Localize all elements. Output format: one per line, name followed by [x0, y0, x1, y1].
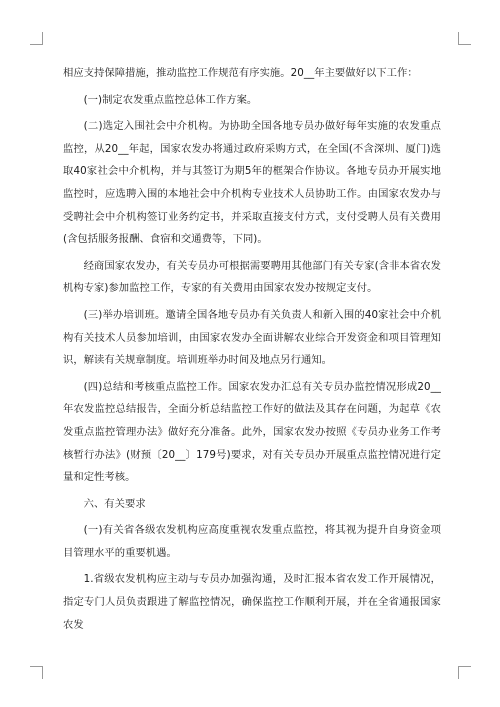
paragraph-1: 相应支持保障措施，推动监控工作规范有序实施。20__年主要做好以下工作： [63, 67, 418, 79]
crop-mark-bottom-right [458, 666, 471, 679]
crop-mark-top-left [30, 32, 43, 45]
crop-mark-bottom-left [30, 666, 43, 679]
paragraph-9: 1.省级农发机构应主动与专员办加强沟通，及时汇报本省农发工作开展情况，指定专门人员负责跟进了解监控情况，确保监控工作顺利开展，并在全省通报国家农发 [63, 573, 441, 631]
paragraph-8: (一)有关省各级农发机构应高度重视农发重点监控，将其视为提升自身资金项目管理水平的重要机遇。 [63, 524, 441, 559]
crop-mark-top-right [458, 32, 471, 45]
paragraph-4: 经商国家农发办，有关专员办可根据需要聘用其他部门有关专家(含非本省农发机构专家)参加监控工作，专家的有关费用由国家农发办按规定支付。 [63, 259, 441, 295]
paragraph-3: (二)选定入围社会中介机构。为协助全国各地专员办做好每年实施的农发重点监控，从20__年起，国家农发办将通过政府采购方式，在全国(不含深圳、厦门)选取40家社会中介机构，并与其签订为期5年的框架合作协议。各地专员办开展实地监控时，应选聘入围的本地社会中介机构专业技术人员协助工作。由国家农发办与受聘社会中介机构签订业务约定书，并采取直接支付方式，支付受聘人员有关费用(含包括服务报酬、食宿和交通费等，下同)。 [63, 120, 441, 246]
section-heading: 六、有关要求 [83, 497, 146, 510]
document-body [63, 62, 441, 636]
paragraph-2: (一)制定农发重点监控总体工作方案。 [83, 93, 258, 106]
paragraph-5: (三)举办培训班。邀请全国各地专员办有关负责人和新入围的40家社会中介机构有关技术人员参加培训，由国家农发办全面讲解农业综合开发资金和项目管理知识，解读有关规章制度。培训班举办时间及地点另行通知。 [63, 308, 441, 367]
paragraph-6: (四)总结和考核重点监控工作。国家农发办汇总有关专员办监控情况形成20__年农发监控总结报告，全面分析总结监控工作好的做法及其存在问题，为起草《农发重点监控管理办法》做好充分准备。此外，国家农发办按照《专员办业务工作考核暂行办法》(财预〔20__〕179号)要求，对有关专员办开展重点监控情况进行定量和定性考核。 [63, 380, 441, 484]
